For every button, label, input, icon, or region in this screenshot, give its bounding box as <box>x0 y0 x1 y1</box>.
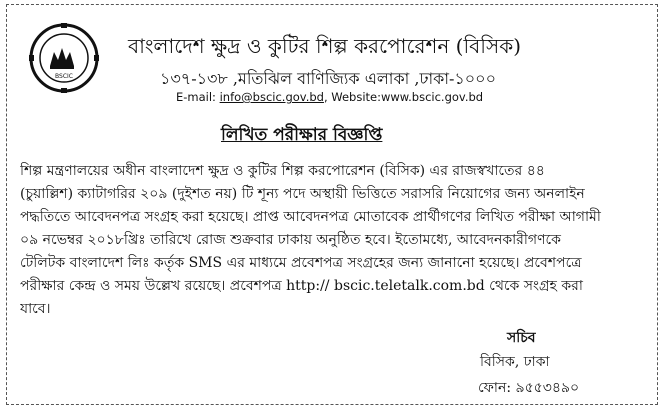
organization-address: ১৩৭-১৩৮ ,মতিঝিল বাণিজ্যিক এলাকা ,ঢাকা-১০০০ <box>160 69 496 88</box>
bscic-logo-icon <box>28 22 100 94</box>
notice-title: লিখিত পরীক্ষার বিজ্ঞপ্তি <box>221 125 383 145</box>
notice-line: যাবে। <box>20 301 51 317</box>
organization-name: বাংলাদেশ ক্ষুদ্র ও কুটির শিল্প করপোরেশন (বিসিক) <box>128 34 522 58</box>
signatory-phone: ফোন: ৯৫৫৩৪৯০ <box>478 380 580 396</box>
contact-line <box>176 90 483 104</box>
notice-line: পরীক্ষার কেন্দ্র ও সময় উল্লেখ রয়েছে। প্রবেশপত্র http:// bscic.teletalk.com.bd থেকে সংগ্রহ করা <box>20 278 583 294</box>
notice-line: (চুয়াল্লিশ) ক্যাটাগরির ২০৯ (দুইশত নয়) টি শূন্য পদে অস্থায়ী ভিত্তিতে সরাসরি নিয়োগের জন্য অনলাইন <box>20 186 585 202</box>
email-label: E-mail: <box>176 90 220 104</box>
website-label: , Website: <box>323 90 381 104</box>
notice-line: টেলিটক বাংলাদেশ লিঃ কর্তৃক SMS এর মাধ্যমে প্রবেশপত্র সংগ্রহের জন্য জানানো হয়েছে। প্রবেশপত্রে <box>20 255 582 271</box>
notice-line: ০৯ নভেম্বর ২০১৮খ্রিঃ তারিখে রোজ শুক্রবার ঢাকায় অনুষ্ঠিত হবে। ইতোমধ্যে, আবেদনকারীগণকে <box>20 232 561 248</box>
signatory-organization: বিসিক, ঢাকা <box>480 354 550 370</box>
signatory-title: সচিব <box>507 330 536 346</box>
email-link[interactable]: info@bscic.gov.bd <box>219 90 324 104</box>
notice-line: শিল্প মন্ত্রণালয়ের অধীন বাংলাদেশ ক্ষুদ্র ও কুটির শিল্প করপোরেশন (বিসিক) এর রাজস্বখাতের ৪৪ <box>20 163 545 179</box>
notice-body <box>20 160 648 321</box>
website-link[interactable]: www.bscic.gov.bd <box>380 90 484 104</box>
svg-text:BSCIC: BSCIC <box>55 73 73 80</box>
notice-line: পদ্ধতিতে আবেদনপত্র সংগ্রহ করা হয়েছে। প্রাপ্ত আবেদনপত্র মোতাবেক প্রার্থীগণের লিখিত পরীক্ষা আগামী <box>20 209 601 225</box>
